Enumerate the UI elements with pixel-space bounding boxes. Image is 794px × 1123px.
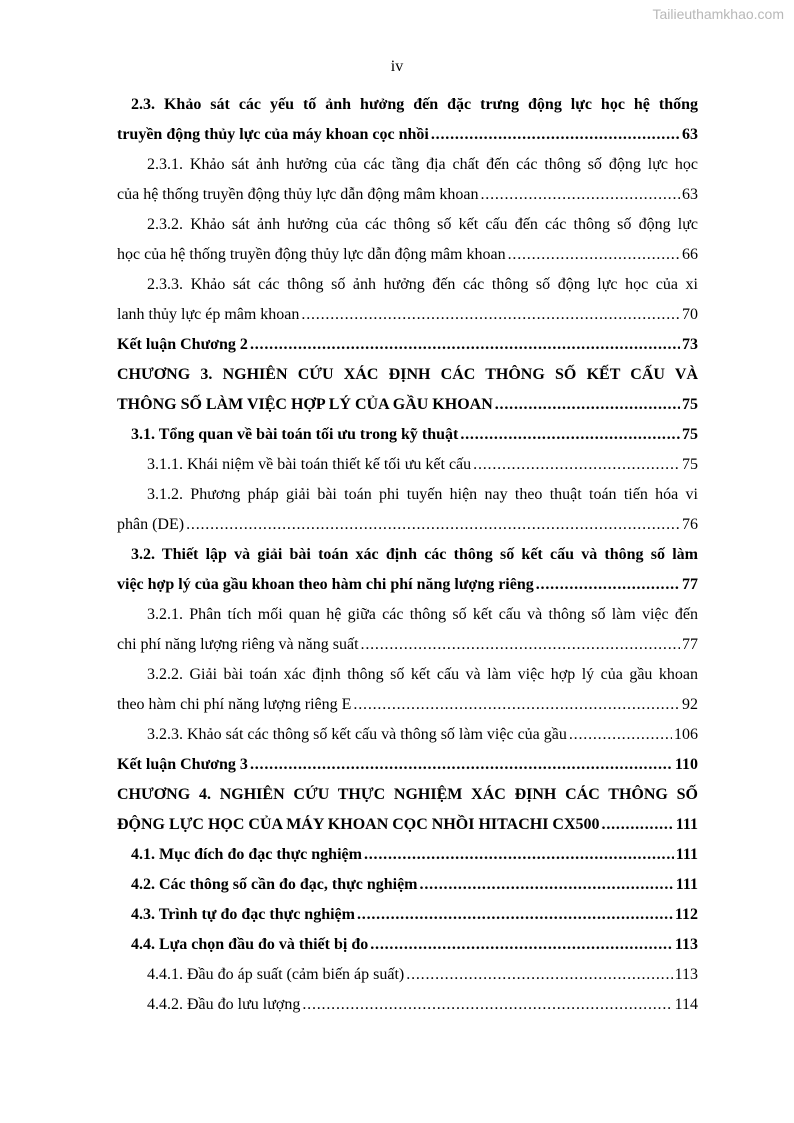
toc-entry[interactable]: [117, 900, 698, 930]
toc-entry[interactable]: [117, 330, 698, 360]
toc-page-number: 110: [674, 756, 698, 773]
toc-entry-line: 2.3.3. Khảo sát các thông số ảnh hưởng đến các thông số động lực học của xi: [147, 276, 698, 293]
toc-page-number: 112: [674, 906, 698, 923]
toc-entry-title: Kết luận Chương 3: [117, 756, 248, 773]
toc-page-number: 76: [682, 516, 698, 533]
toc-entry-line: 3.1.2. Phương pháp giải bài toán phi tuyến hiện nay theo thuật toán tiến hóa vi: [147, 486, 698, 503]
toc-entry-line: CHƯƠNG 3. NGHIÊN CỨU XÁC ĐỊNH CÁC THÔNG SỐ KẾT CẤU VÀ: [117, 366, 698, 383]
toc-dot-leader: [406, 960, 672, 990]
toc-entry-last-line: [117, 420, 698, 450]
toc-dot-leader: [361, 630, 680, 660]
toc-entry-last-line: [117, 300, 698, 330]
toc-dot-leader: [602, 810, 674, 840]
toc-entry-last-line: [117, 900, 698, 930]
toc-entry-last-line: [117, 630, 698, 660]
watermark: Tailieuthamkhao.com: [652, 6, 784, 22]
toc-entry-title: ĐỘNG LỰC HỌC CỦA MÁY KHOAN CỌC NHỒI HITACHI CX500: [117, 816, 600, 833]
toc-entry-line: 3.2.1. Phân tích mối quan hệ giữa các thông số kết cấu và thông số làm việc đến: [147, 606, 698, 623]
toc-entry-title: Kết luận Chương 2: [117, 336, 248, 353]
toc-entry-line: 3.2. Thiết lập và giải bài toán xác định các thông số kết cấu và thông số làm: [131, 546, 698, 563]
toc-entry-title: THÔNG SỐ LÀM VIỆC HỢP LÝ CỦA GẦU KHOAN: [117, 396, 493, 413]
toc-entry-last-line: [117, 450, 698, 480]
toc-entry[interactable]: [117, 210, 698, 270]
toc-entry[interactable]: [117, 360, 698, 420]
toc-entry-last-line: [117, 240, 698, 270]
toc-entry[interactable]: [117, 780, 698, 840]
toc-entry-last-line: [117, 810, 698, 840]
toc-dot-leader: [495, 390, 680, 420]
toc-dot-leader: [431, 120, 680, 150]
toc-entry-title: 3.1.1. Khái niệm về bài toán thiết kế tối ưu kết cấu: [147, 456, 472, 473]
toc-dot-leader: [186, 510, 680, 540]
toc-entry-line: 3.2.2. Giải bài toán xác định thông số kết cấu và làm việc hợp lý của gầu khoan: [147, 666, 698, 683]
toc-entry-line: 2.3. Khảo sát các yếu tố ảnh hưởng đến đặc trưng động lực học hệ thống: [131, 96, 698, 113]
toc-entry[interactable]: [117, 540, 698, 600]
toc-page-number: 77: [682, 576, 698, 593]
toc-entry[interactable]: [117, 420, 698, 450]
toc-entry-last-line: [117, 330, 698, 360]
toc-dot-leader: [480, 180, 680, 210]
toc-page-number: 111: [675, 816, 698, 833]
toc-entry[interactable]: [117, 870, 698, 900]
toc-entry[interactable]: [117, 720, 698, 750]
toc-entry-last-line: [117, 750, 698, 780]
toc-page-number: 63: [682, 126, 698, 143]
toc-entry[interactable]: [117, 990, 698, 1020]
toc-entry-title: của hệ thống truyền động thủy lực dẫn động mâm khoan: [117, 186, 479, 203]
toc-entry-title: lanh thủy lực ép mâm khoan: [117, 306, 300, 323]
toc-dot-leader: [508, 240, 680, 270]
toc-dot-leader: [536, 570, 680, 600]
toc-page-number: 75: [682, 426, 698, 443]
toc-dot-leader: [250, 750, 673, 780]
toc-dot-leader: [569, 720, 672, 750]
toc-entry-last-line: [117, 510, 698, 540]
toc-dot-leader: [370, 930, 673, 960]
toc-entry-last-line: [117, 690, 698, 720]
toc-entry-title: 4.1. Mục đích đo đạc thực nghiệm: [131, 846, 362, 863]
toc-dot-leader: [301, 300, 680, 330]
toc-dot-leader: [420, 870, 674, 900]
toc-entry-title: 4.4. Lựa chọn đầu đo và thiết bị đo: [131, 936, 369, 953]
toc-dot-leader: [302, 990, 672, 1020]
page-number: iv: [390, 58, 404, 75]
toc-entry-last-line: [117, 930, 698, 960]
toc-dot-leader: [357, 900, 673, 930]
toc-entry-last-line: [117, 870, 698, 900]
toc-entry-title: phân (DE): [117, 516, 185, 533]
toc-page-number: 114: [674, 996, 698, 1013]
toc-page-number: 111: [675, 846, 698, 863]
toc-entry-line: 2.3.1. Khảo sát ảnh hưởng của các tầng địa chất đến các thông số động lực học: [147, 156, 698, 173]
toc-entry-line: CHƯƠNG 4. NGHIÊN CỨU THỰC NGHIỆM XÁC ĐỊNH CÁC THÔNG SỐ: [117, 786, 698, 803]
toc-entry[interactable]: [117, 960, 698, 990]
toc-entry-last-line: [117, 120, 698, 150]
toc-entry[interactable]: [117, 660, 698, 720]
toc-dot-leader: [250, 330, 680, 360]
toc-entry-title: 3.2.3. Khảo sát các thông số kết cấu và thông số làm việc của gầu: [147, 726, 567, 743]
toc-page-number: 113: [674, 936, 698, 953]
toc-entry[interactable]: [117, 930, 698, 960]
toc-entry-last-line: [117, 570, 698, 600]
toc-entry-last-line: [117, 180, 698, 210]
toc-entry-title: 4.3. Trình tự đo đạc thực nghiệm: [131, 906, 355, 923]
toc-page-number: 77: [682, 636, 698, 653]
toc-entry[interactable]: [117, 270, 698, 330]
toc-entry[interactable]: [117, 150, 698, 210]
toc-entry-title: 4.4.2. Đầu đo lưu lượng: [147, 996, 301, 1013]
toc-dot-leader: [353, 690, 680, 720]
toc-entry[interactable]: [117, 480, 698, 540]
toc-entry-title: 3.1. Tổng quan về bài toán tối ưu trong kỹ thuật: [131, 426, 459, 443]
toc-entry[interactable]: [117, 750, 698, 780]
toc-page-number: 92: [682, 696, 698, 713]
toc-page-number: 111: [675, 876, 698, 893]
toc-entry[interactable]: [117, 450, 698, 480]
toc-page-number: 63: [682, 186, 698, 203]
toc-dot-leader: [473, 450, 680, 480]
table-of-contents: [117, 90, 698, 1020]
toc-page-number: 106: [674, 726, 698, 743]
toc-entry-last-line: [117, 990, 698, 1020]
toc-page-number: 75: [682, 396, 698, 413]
toc-entry-title: việc hợp lý của gầu khoan theo hàm chi phí năng lượng riêng: [117, 576, 534, 593]
toc-page-number: 66: [682, 246, 698, 263]
toc-page-number: 73: [682, 336, 698, 353]
toc-entry-title: 4.4.1. Đầu đo áp suất (cảm biến áp suất): [147, 966, 405, 983]
toc-entry-title: truyền động thủy lực của máy khoan cọc nhồi: [117, 126, 429, 143]
toc-page-number: 70: [682, 306, 698, 323]
toc-entry-title: học của hệ thống truyền động thủy lực dẫn động mâm khoan: [117, 246, 506, 263]
toc-entry[interactable]: [117, 840, 698, 870]
toc-entry[interactable]: [117, 600, 698, 660]
toc-entry[interactable]: [117, 90, 698, 150]
toc-entry-line: 2.3.2. Khảo sát ảnh hưởng của các thông số kết cấu đến các thông số động lực: [147, 216, 698, 233]
toc-page-number: 75: [682, 456, 698, 473]
toc-entry-last-line: [117, 390, 698, 420]
toc-entry-title: theo hàm chi phí năng lượng riêng E: [117, 696, 352, 713]
toc-entry-last-line: [117, 720, 698, 750]
toc-dot-leader: [460, 420, 680, 450]
toc-page-number: 113: [674, 966, 698, 983]
toc-dot-leader: [364, 840, 674, 870]
toc-entry-title: 4.2. Các thông số cần đo đạc, thực nghiệm: [131, 876, 418, 893]
toc-entry-last-line: [117, 840, 698, 870]
toc-entry-title: chi phí năng lượng riêng và năng suất: [117, 636, 359, 653]
toc-entry-last-line: [117, 960, 698, 990]
